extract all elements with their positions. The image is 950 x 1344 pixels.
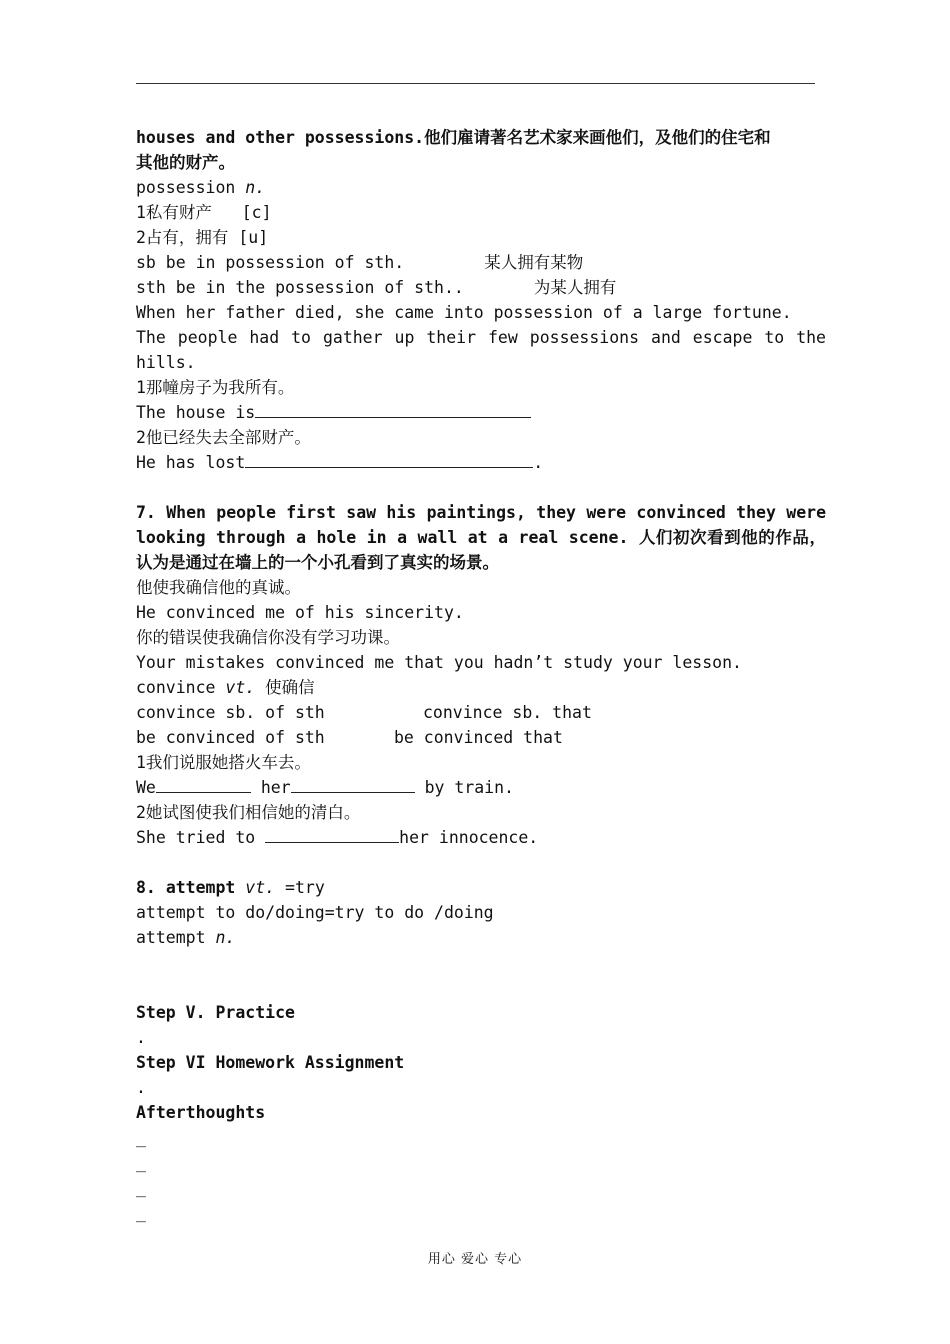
convince-exercise-2-english: [136, 825, 826, 850]
page-footer: 用心 爱心 专心: [427, 1252, 523, 1267]
item-7-heading: 7. When people first saw his paintings, they were convinced they were looking through a hole in a wall at a real scene. 人们初次看到他的作品，认为是通过在墙上的一个小孔看到了真实的场景。: [136, 503, 826, 572]
fill-in-blank[interactable]: [245, 451, 533, 468]
attempt-word: attempt: [165, 878, 236, 897]
attempt-noun-pos: n.: [215, 928, 236, 947]
possession-phrase-1: [136, 250, 826, 275]
convince-word: convince: [136, 678, 216, 697]
possession-example-1: When her father died, she came into possession of a large fortune.: [136, 303, 792, 322]
spacer: [136, 475, 826, 500]
possession-pos: n.: [245, 178, 266, 197]
intro-line-1: houses and other possessions.他们雇请著名艺术家来画他们，及他们的住宅和: [136, 128, 771, 147]
afterthoughts-dash-3: _: [136, 1178, 146, 1197]
afterthoughts-heading: Afterthoughts: [136, 1103, 266, 1122]
step-homework-heading: Step VI Homework Assignment: [136, 1053, 405, 1072]
pattern-1: convince sb. of sth: [136, 703, 325, 722]
convince-exercise-2-chinese: 2她试图使我们相信她的清白。: [136, 803, 361, 822]
possession-phrase-2: [136, 275, 826, 300]
possession-headword: [136, 175, 826, 200]
convince-example-1-chinese: 他使我确信他的真诚。: [136, 578, 301, 597]
fill-in-blank[interactable]: [291, 776, 415, 793]
convince-headword: [136, 675, 826, 700]
spacer: [136, 975, 826, 1000]
ex1-part-b: her: [260, 778, 291, 797]
page-content: [136, 125, 826, 1225]
phrase-2-english: sth be in the possession of sth..: [136, 278, 464, 297]
phrase-2-chinese: 为某人拥有: [533, 278, 617, 297]
pattern-3: be convinced of sth: [136, 728, 325, 747]
step-dot: .: [136, 1028, 146, 1047]
exercise-2-text: He has lost: [136, 453, 246, 472]
afterthoughts-dash-4: _: [136, 1203, 146, 1222]
convince-example-2-english: Your mistakes convinced me that you hadn’t study your lesson.: [136, 653, 742, 672]
fill-in-blank[interactable]: [156, 776, 251, 793]
possession-sense-2: 2占有，拥有 [u]: [136, 228, 269, 247]
item-8-heading: [136, 875, 826, 900]
convince-patterns-row-1: [136, 700, 826, 725]
ex1-part-a: We: [136, 778, 156, 797]
convince-exercise-1-english: [136, 775, 826, 800]
step-practice-heading: Step V. Practice: [136, 1003, 295, 1022]
step-dot: .: [136, 1078, 146, 1097]
convince-meaning: 使确信: [265, 678, 315, 697]
exercise-2-english: [136, 450, 826, 475]
fill-in-blank[interactable]: [265, 826, 399, 843]
possession-word: possession: [136, 178, 236, 197]
possession-example-2: The people had to gather up their few possessions and escape to the hills.: [136, 328, 826, 372]
attempt-noun: [136, 925, 826, 950]
ex2-part-a: She tried to: [136, 828, 256, 847]
exercise-1-chinese: 1那幢房子为我所有。: [136, 378, 295, 397]
phrase-1-english: sb be in possession of sth.: [136, 253, 405, 272]
attempt-pos: vt.: [245, 878, 276, 897]
convince-example-1-english: He convinced me of his sincerity.: [136, 603, 464, 622]
attempt-noun-word: attempt: [136, 928, 206, 947]
header-rule: [136, 83, 815, 84]
afterthoughts-dash-1: _: [136, 1128, 146, 1147]
afterthoughts-dash-2: _: [136, 1153, 146, 1172]
convince-exercise-1-chinese: 1我们说服她搭火车去。: [136, 753, 311, 772]
convince-pos: vt.: [225, 678, 256, 697]
attempt-usage: attempt to do/doing=try to do /doing: [136, 903, 494, 922]
spacer: [136, 850, 826, 875]
exercise-2-chinese: 2他已经失去全部财产。: [136, 428, 311, 447]
ex2-part-b: her innocence.: [399, 828, 539, 847]
convince-patterns-row-2: [136, 725, 826, 750]
fill-in-blank[interactable]: [255, 401, 531, 418]
pattern-4: be convinced that: [394, 728, 563, 747]
attempt-equivalent: =try: [285, 878, 325, 897]
ex1-part-c: by train.: [424, 778, 514, 797]
item-8-number: 8.: [136, 878, 156, 897]
exercise-1-english: [136, 400, 826, 425]
intro-line-2: 其他的财产。: [136, 153, 235, 172]
exercise-2-period: .: [533, 453, 544, 472]
spacer: [136, 950, 826, 975]
phrase-1-chinese: 某人拥有某物: [484, 253, 584, 272]
exercise-1-text: The house is: [136, 403, 256, 422]
possession-sense-1: 1私有财产 [c]: [136, 203, 272, 222]
pattern-2: convince sb. that: [423, 703, 592, 722]
convince-example-2-chinese: 你的错误使我确信你没有学习功课。: [136, 628, 400, 647]
